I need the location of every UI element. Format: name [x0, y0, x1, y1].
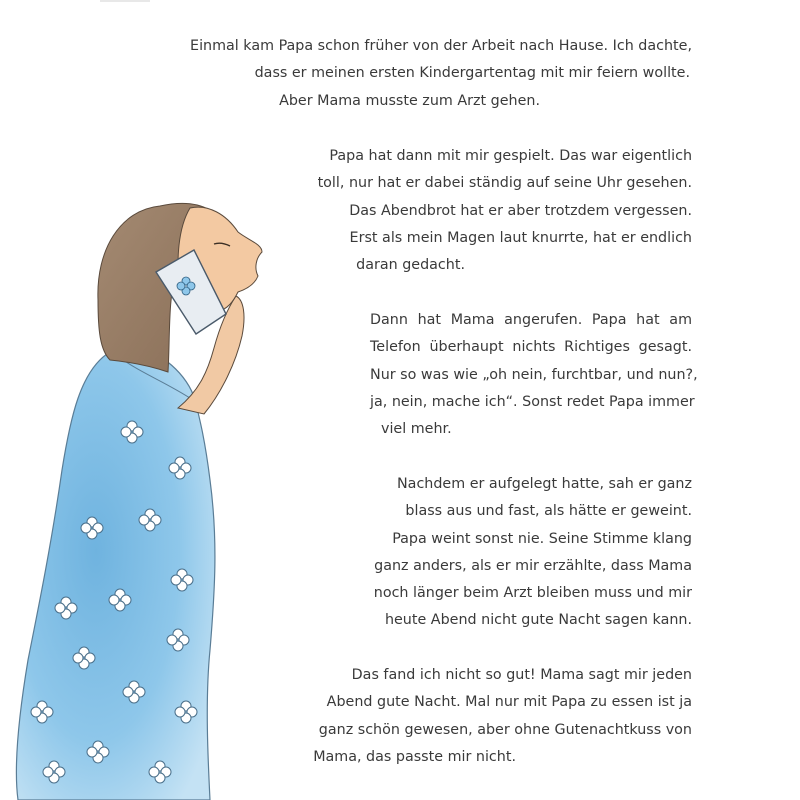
text-line: Das fand ich nicht so gut! Mama sagt mir jeden [351, 667, 692, 683]
text-line: ja, nein, mache ich“. Sonst redet Papa immer [370, 393, 695, 410]
story-paragraph-5 [313, 662, 692, 771]
text-line: Das Abendbrot hat er aber trotzdem vergessen. [349, 202, 692, 219]
story-paragraph-1 [190, 33, 692, 115]
text-line: Aber Mama musste zum Arzt gehen. [279, 92, 540, 109]
text-line: noch länger beim Arzt bleiben muss und mir [373, 585, 692, 602]
text-line: Abend gute Nacht. Mal nur mit Papa zu essen ist ja [326, 694, 692, 711]
text-line: Papa weint sonst nie. Seine Stimme klang [392, 530, 692, 547]
text-line: ganz schön gewesen, aber ohne Gutenachtkuss von [318, 721, 692, 738]
text-line: toll, nur hat er dabei ständig auf seine Uhr gesehen. [317, 175, 692, 192]
text-line: Nachdem er aufgelegt hatte, sah er ganz [396, 476, 692, 492]
story-paragraph-2 [318, 143, 692, 279]
text-line: blass aus und fast, als hätte er geweint. [405, 503, 692, 520]
text-line: Dann hat Mama angerufen. Papa hat am [370, 312, 692, 328]
story-paragraph-4 [374, 471, 692, 635]
text-line: viel mehr. [381, 421, 452, 438]
text-line: Einmal kam Papa schon früher von der Arbeit nach Hause. Ich dachte, [190, 38, 692, 54]
story-paragraph-3 [370, 307, 698, 443]
text-line: Papa hat dann mit mir gespielt. Das war eigentlich [329, 148, 692, 164]
text-line: daran gedacht. [356, 257, 465, 274]
text-line: heute Abend nicht gute Nacht sagen kann. [384, 612, 692, 629]
text-line: ganz anders, als er mir erzählte, dass Mama [374, 557, 692, 574]
text-line: Erst als mein Magen laut knurrte, hat er endlich [349, 229, 692, 246]
text-line: Mama, das passte mir nicht. [313, 748, 516, 765]
text-line: Telefon überhaupt nichts Richtiges gesagt. [370, 339, 692, 356]
text-line: Nur so was wie „oh nein, furchtbar, und nun?, [370, 366, 698, 383]
text-line: dass er meinen ersten Kindergartentag mit mir feiern wollte. [254, 65, 690, 82]
